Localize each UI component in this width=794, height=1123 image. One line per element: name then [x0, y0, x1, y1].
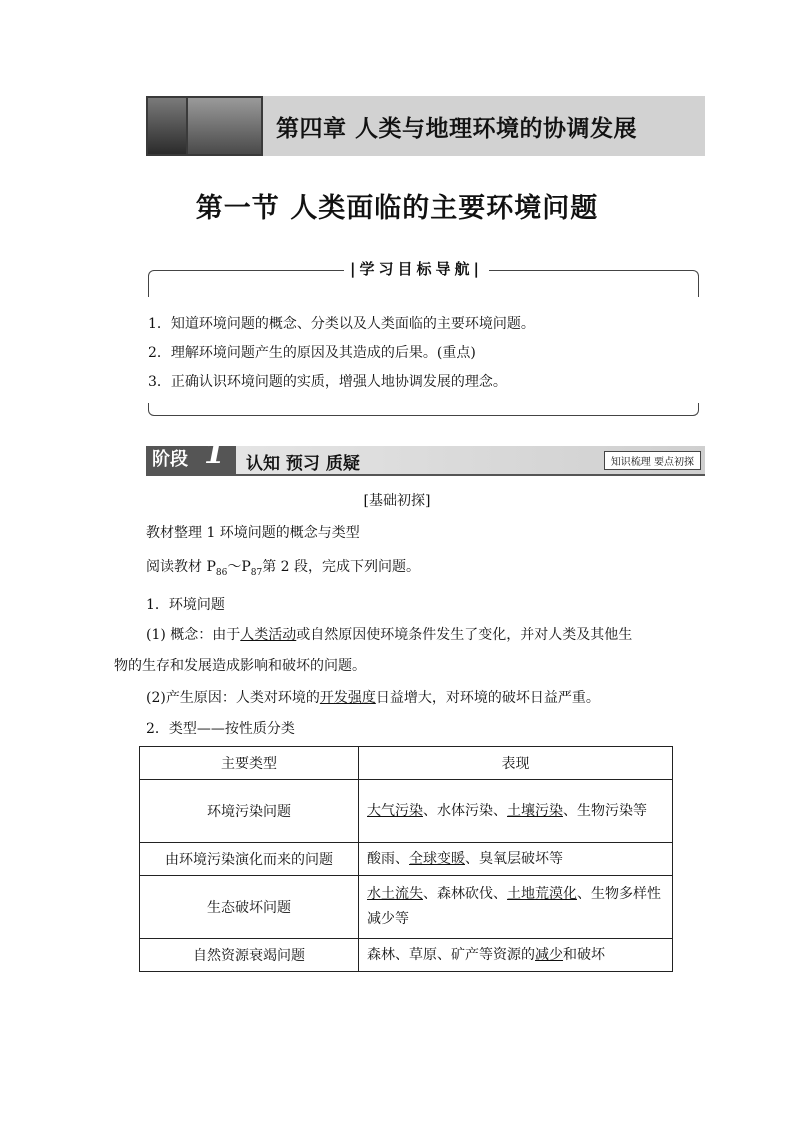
concept-line1: (1) 概念：由于人类活动或自然原因使环境条件发生了变化，并对人类及其他生 — [146, 627, 633, 643]
objective-item: 2．理解环境问题产生的原因及其造成的后果。(重点) — [148, 345, 476, 361]
table-header: 表现 — [359, 747, 673, 780]
table-cell-type: 生态破坏问题 — [140, 876, 359, 939]
table-cell-type: 环境污染问题 — [140, 780, 359, 843]
table-row — [140, 780, 673, 843]
stage-tag: 知识梳理 要点初探 — [604, 451, 701, 470]
stage-bar — [146, 436, 705, 476]
town-photo — [188, 98, 261, 154]
table-header-row — [140, 747, 673, 780]
objective-item: 1．知道环境问题的概念、分类以及人类面临的主要环境问题。 — [148, 316, 535, 332]
banner-photo — [146, 96, 263, 156]
reading-instruction: 阅读教材 $P_{86}\sim P_{87}$第 2 段，完成下列问题。 — [146, 559, 421, 578]
table-cell-type: 自然资源衰竭问题 — [140, 939, 359, 972]
table-cell-detail: 大气污染、水体污染、土壤污染、生物污染等 — [359, 780, 673, 843]
table-cell-detail: 酸雨、全球变暖、臭氧层破坏等 — [359, 843, 673, 876]
table-cell-detail: 水土流失、森林砍伐、土地荒漠化、生物多样性减少等 — [359, 876, 673, 939]
subhead: [基础初探] — [363, 493, 431, 509]
table-row — [140, 843, 673, 876]
problem-type-table — [139, 746, 673, 972]
table-header: 主要类型 — [140, 747, 359, 780]
table-row — [140, 876, 673, 939]
heading-types: 2．类型——按性质分类 — [146, 721, 295, 737]
stage-number: 1 — [204, 436, 225, 471]
chapter-banner — [146, 96, 705, 156]
rocket-photo — [148, 98, 186, 154]
table-cell-type: 由环境污染演化而来的问题 — [140, 843, 359, 876]
table-row — [140, 939, 673, 972]
topic-heading: 教材整理 1 环境问题的概念与类型 — [146, 525, 360, 541]
cause-paragraph: (2)产生原因：人类对环境的开发强度日益增大，对环境的破坏日益严重。 — [146, 690, 600, 706]
stage-title: 认知 预习 质疑 — [246, 454, 360, 474]
objectives-list — [148, 310, 535, 397]
concept-line2: 物的生存和发展造成影响和破坏的问题。 — [114, 658, 366, 674]
table-cell-detail: 森林、草原、矿产等资源的减少和破坏 — [359, 939, 673, 972]
stage-label: 阶段 1 — [146, 446, 236, 474]
objectives-box — [148, 260, 699, 416]
chapter-title: 第四章 人类与地理环境的协调发展 — [276, 115, 638, 142]
objectives-header: |学习目标导航| — [344, 258, 489, 279]
objective-item: 3．正确认识环境问题的实质，增强人地协调发展的理念。 — [148, 374, 507, 390]
section-title: 第一节 人类面临的主要环境问题 — [195, 193, 599, 224]
heading-environment-problem: 1．环境问题 — [146, 597, 225, 613]
